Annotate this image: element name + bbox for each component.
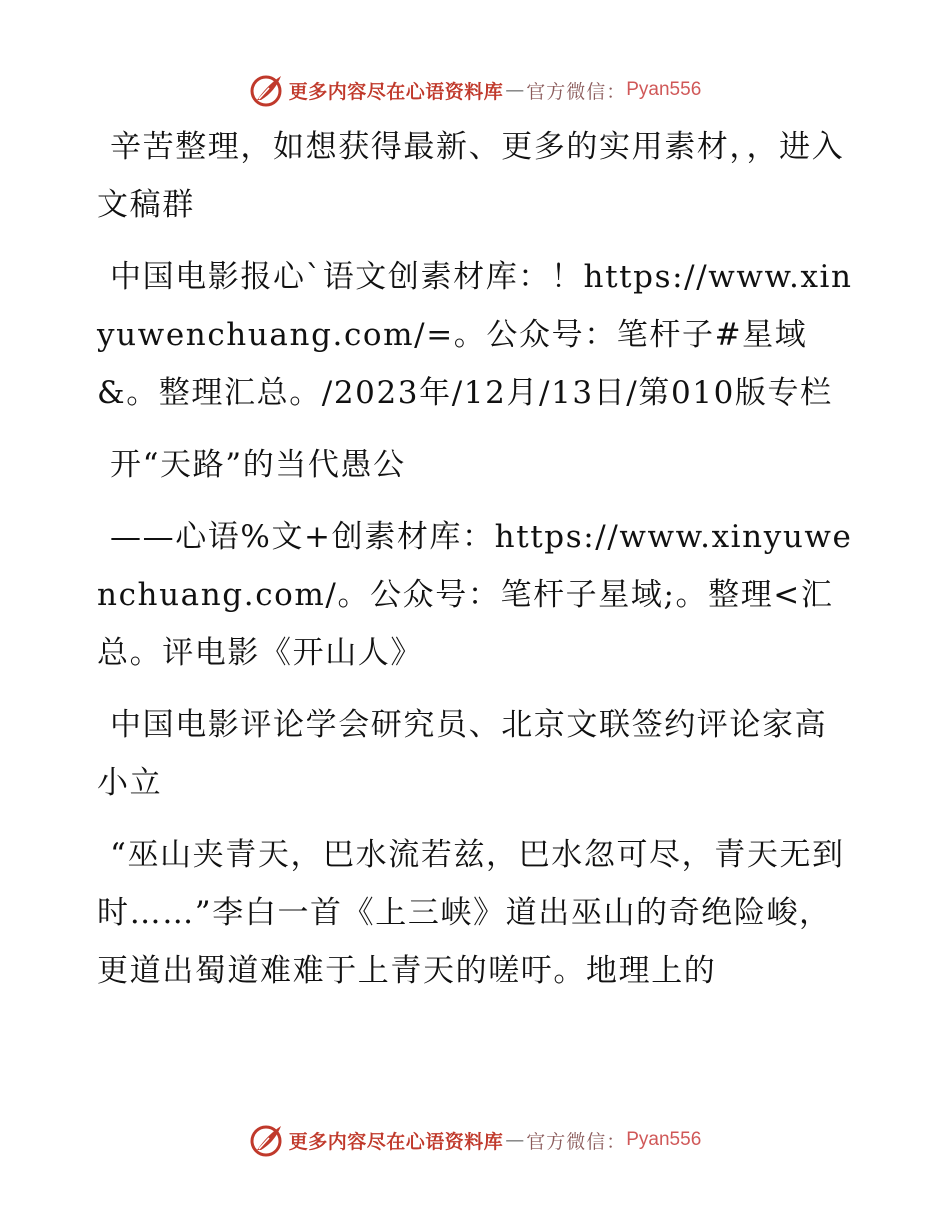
- banner-separator: —: [505, 79, 525, 101]
- banner-separator: —: [505, 1129, 525, 1151]
- banner-official-label: 官方微信：: [526, 80, 627, 103]
- banner-wechat-id: Pyan556: [626, 1129, 702, 1150]
- article-author-text: 中国电影评论学会研究员、北京文联签约评论家高小立: [97, 707, 828, 801]
- article-body-text: “巫山夹青天，巴水流若兹，巴水忽可尽，青天无到时……”李白一首《上三峡》道出巫山的奇绝险峻，更道出蜀道难难于上青天的嗟吁。地理上的: [97, 837, 845, 989]
- paragraph-source-text: 中国电影报心`语文创素材库：！https://www.xinyuwenchuang.com/=。公众号：笔杆子#星域&。整理汇总。/2023年/12月/13日/第010版专栏: [97, 259, 853, 411]
- article-title: [97, 436, 857, 494]
- paragraph-source: [97, 248, 857, 422]
- paragraph-intro: [97, 118, 857, 234]
- article-subtitle-text: ——心语%文+创素材库：https://www.xinyuwenchuang.com/。公众号：笔杆子星域;。整理<汇总。评电影《开山人》: [97, 519, 853, 671]
- header-watermark-banner: [0, 70, 950, 110]
- banner-brand-text: 更多内容尽在心语资料库: [288, 80, 504, 103]
- banner-wechat-id: Pyan556: [626, 79, 702, 100]
- banner-brand-text: 更多内容尽在心语资料库: [288, 1130, 504, 1153]
- article-body-paragraph: [97, 826, 857, 1000]
- paragraph-intro-text: 辛苦整理，如想获得最新、更多的实用素材，，进入文稿群: [97, 129, 845, 223]
- article-subtitle: [97, 508, 857, 682]
- footer-watermark-banner: [0, 1120, 950, 1160]
- article-title-text: 开“天路”的当代愚公: [110, 447, 406, 483]
- quill-pen-logo-icon: [249, 72, 285, 108]
- quill-pen-logo-icon: [249, 1122, 285, 1158]
- banner-official-label: 官方微信：: [526, 1130, 627, 1153]
- article-author: [97, 696, 857, 812]
- document-body: [97, 118, 857, 1014]
